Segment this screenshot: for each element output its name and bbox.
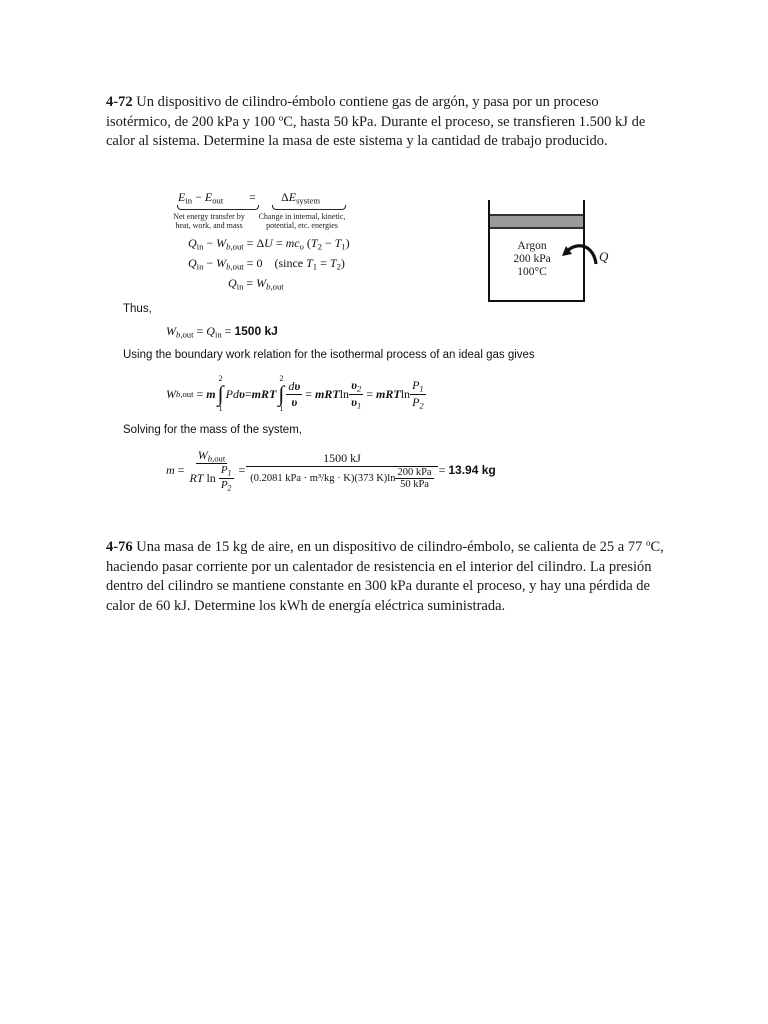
mass-denominator: (0.2081 kPa · m³/kg · K)(373 K)ln bbox=[250, 472, 396, 484]
equation-q-equals-w: $Q_{in} = W_{b,out}$ bbox=[228, 276, 284, 292]
mass-equation: m = $W_{b,out}$ RT ln $\frac{P_1}{P_2}$ = 1500 kJ (0.2081 kPa · m³/kg · K)(373 K)ln $\frac{\text{200 kPa}}{\text{50 kPa}}$ = 13.94 kg bbox=[166, 447, 496, 493]
problem-4-76 bbox=[106, 538, 666, 616]
energy-balance-line: $E_{in} - E_{out}$ bbox=[178, 190, 224, 206]
gas-name: Argon bbox=[517, 240, 547, 252]
problem-statement: Una masa de 15 kg de aire, en un dispositivo de cilindro-émbolo, se calienta de 25 a 77 ºC, haciendo pasar corriente por un calentador de resistencia en el interior del cilindro. La presión dentro del cilindro se mantiene constante en 300 kPa durante el proceso, y hay una pérdida de calor de 60 kJ. Determine los kWh de energía eléctrica suministrada. bbox=[106, 539, 664, 614]
energy-balance-rhs: = bbox=[249, 190, 256, 204]
thus-label: Thus, bbox=[123, 303, 152, 315]
equation-zero: $Q_{in} - W_{b,out} = 0$ (since $T_1 = T_2$) bbox=[188, 256, 345, 272]
equation-first-law: $Q_{in} - W_{b,out} = \Delta U = mc_\upsilon$ $(T_2 - T_1)$ bbox=[188, 236, 350, 252]
heat-label: Q bbox=[599, 249, 609, 264]
integral-lower-2: 1 bbox=[279, 404, 284, 413]
problem-4-72 bbox=[106, 93, 666, 152]
p2-value: 50 kPa bbox=[400, 478, 429, 490]
p1-value: 200 kPa bbox=[397, 466, 432, 478]
problem-number: 4-76 bbox=[106, 539, 133, 555]
integral-upper-1: 2 bbox=[218, 374, 223, 383]
gas-temperature: 100°C bbox=[517, 266, 547, 278]
mass-numerator: 1500 kJ bbox=[246, 451, 437, 467]
integral-lower-1: 1 bbox=[218, 404, 223, 413]
wb-result-equation: $W_{b,out} = Q_{in} = 1500$ kJ bbox=[166, 324, 278, 340]
integral-upper-2: 2 bbox=[279, 374, 284, 383]
since-label: (since bbox=[274, 256, 304, 270]
boundary-work-intro: Using the boundary work relation for the isothermal process of an ideal gas gives bbox=[123, 349, 535, 361]
brace-left bbox=[177, 205, 259, 210]
cylinder-bottom bbox=[488, 300, 585, 302]
delta-e-system: $\Delta E_{system}$ bbox=[281, 190, 321, 206]
piston bbox=[490, 214, 583, 229]
problem-number: 4-72 bbox=[106, 94, 133, 110]
solving-mass-intro: Solving for the mass of the system, bbox=[123, 424, 302, 436]
brace-right bbox=[272, 205, 346, 210]
mass-result: 13.94 kg bbox=[448, 463, 496, 477]
boundary-work-equation: W b,out = m 2 ∫ 1 P d υ = mRT 2 ∫ 1 $\frac{d\upsilon}{\upsilon}$ = mRT ln $\frac{\upsilon_2}{\upsilon_1}$ = mRT ln $\frac{P_1}{P_2}$ bbox=[166, 374, 424, 413]
change-energy-note: Change in internal, kinetic, potential, etc. energies bbox=[258, 212, 346, 230]
piston-cylinder-figure bbox=[488, 200, 628, 302]
wb-result-value: 1500 kJ bbox=[234, 324, 278, 338]
heat-arrow-icon bbox=[560, 236, 600, 272]
gas-label bbox=[502, 240, 562, 279]
problem-statement: Un dispositivo de cilindro-émbolo contiene gas de argón, y pasa por un proceso isotérmico, de 200 kPa y 100 ºC, hasta 50 kPa. Durante el proceso, se transfieren 1.500 kJ de calor al sistema. Determine la masa de este sistema y la cantidad de trabajo producido. bbox=[106, 94, 646, 149]
net-energy-note: Net energy transfer by heat, work, and mass bbox=[173, 212, 245, 230]
gas-pressure: 200 kPa bbox=[513, 253, 551, 265]
